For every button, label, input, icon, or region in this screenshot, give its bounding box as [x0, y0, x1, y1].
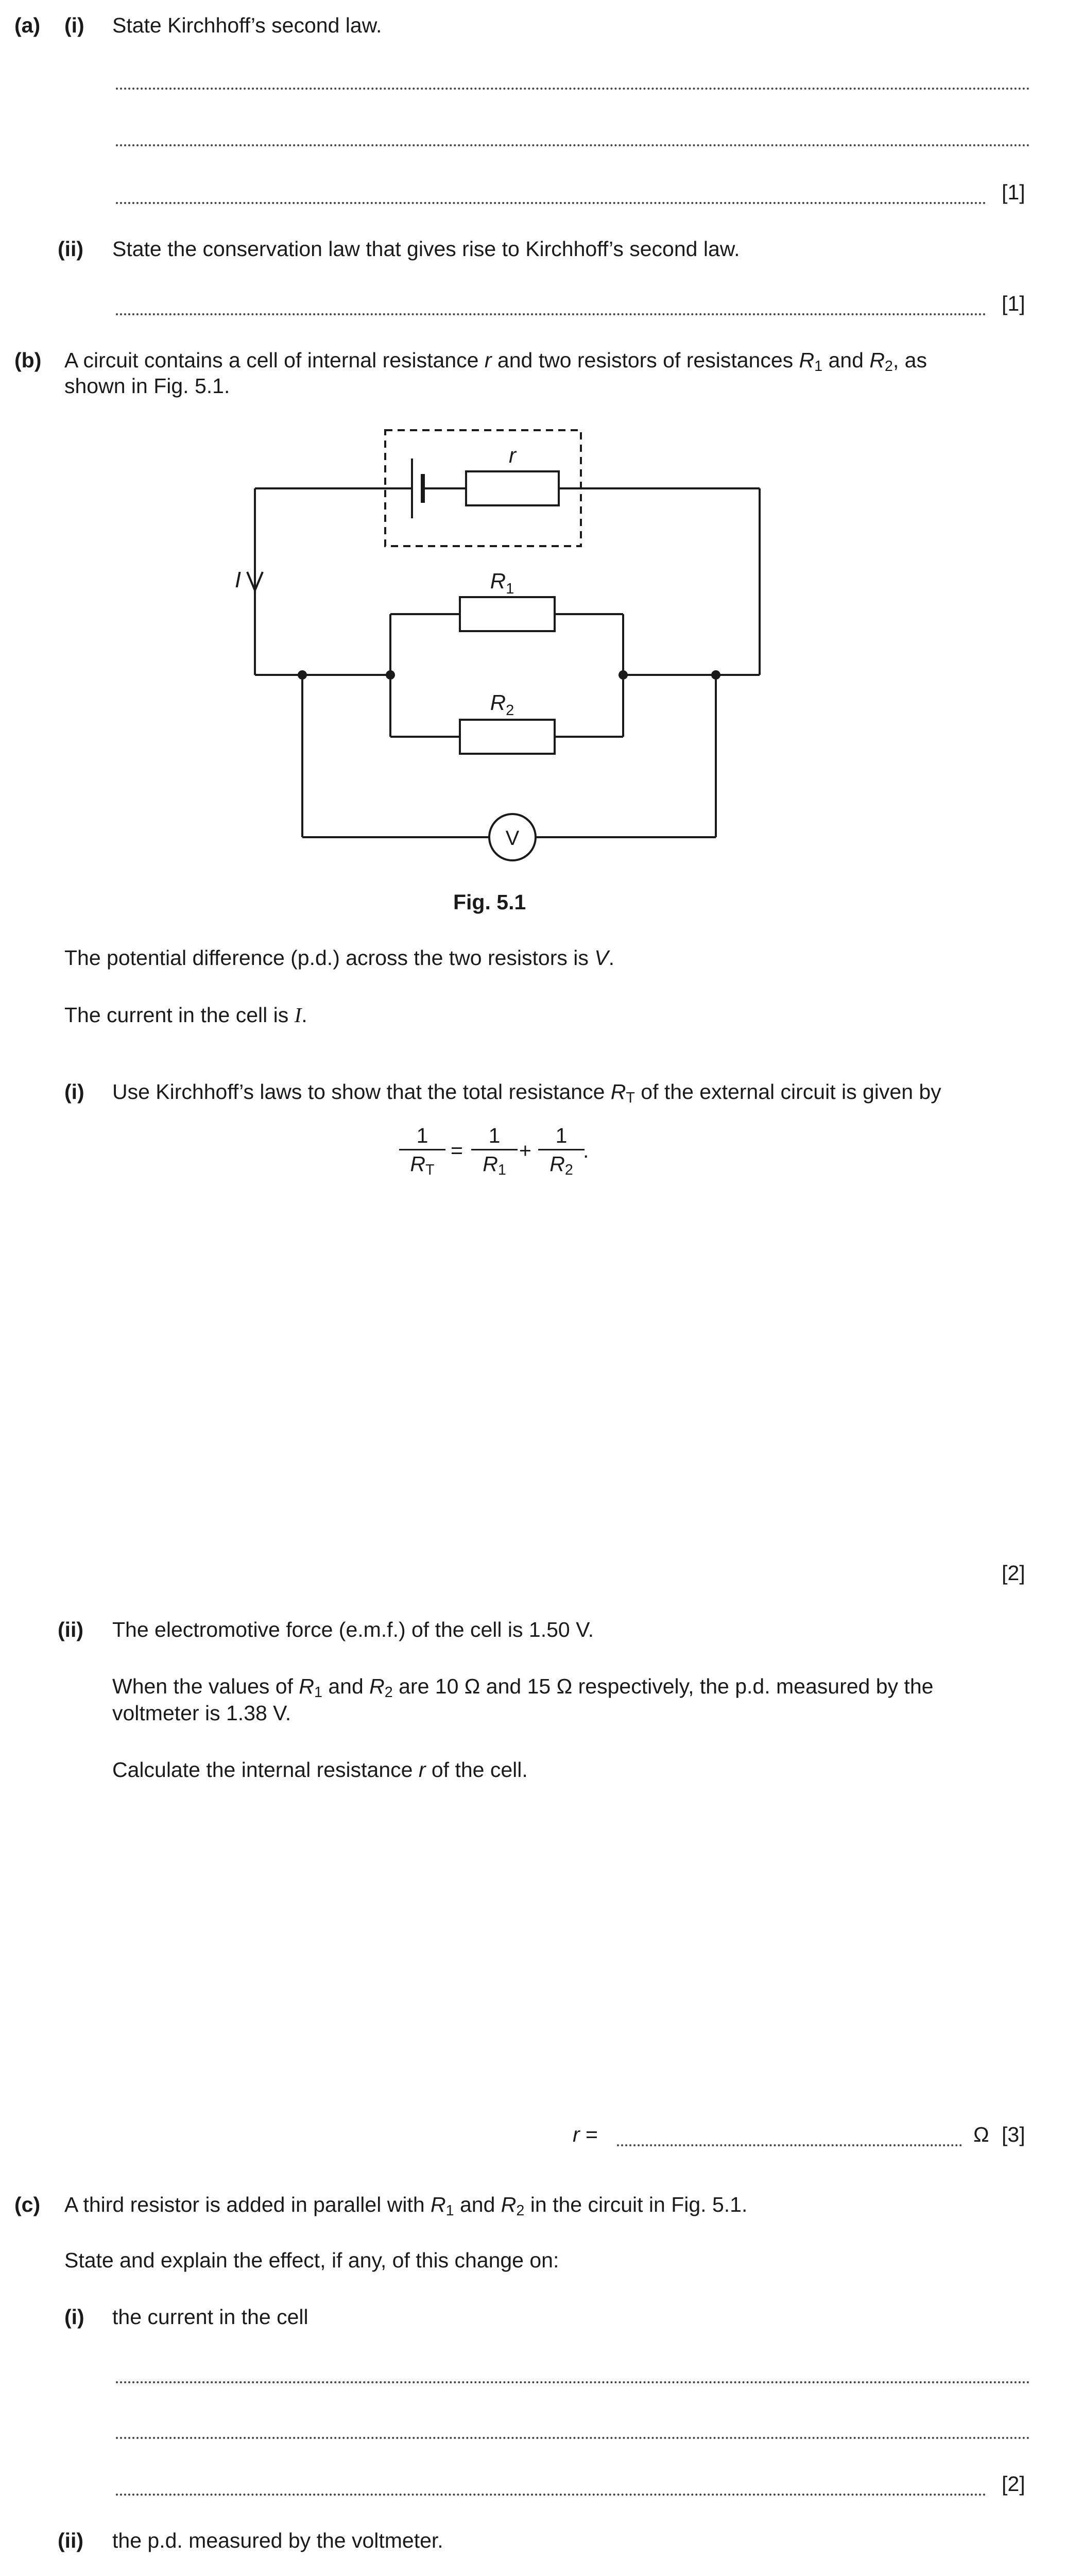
current-statement	[64, 1003, 307, 1027]
answer-line[interactable]	[116, 2381, 1030, 2383]
subscript: 2	[516, 2202, 525, 2219]
circuit-diagram	[0, 0, 1082, 927]
subscript: 1	[814, 358, 823, 375]
fraction-bar	[399, 1149, 445, 1150]
part-b-i-label: (i)	[64, 1080, 84, 1104]
plus-sign: +	[519, 1139, 531, 1162]
answer-line[interactable]	[116, 2494, 986, 2496]
numerator: 1	[416, 1124, 428, 1147]
text: R	[490, 690, 506, 715]
part-a-ii-label: (ii)	[58, 237, 84, 261]
fraction-1-over-R1	[471, 1123, 518, 1179]
denominator	[399, 1151, 445, 1179]
var-R: R	[483, 1152, 498, 1176]
part-b-label: (b)	[14, 348, 42, 372]
subscript: 1	[506, 581, 514, 597]
text: Calculate the internal resistance	[112, 1758, 419, 1782]
label-voltmeter-V: V	[505, 827, 520, 850]
part-c-i-question: the current in the cell	[112, 2305, 308, 2329]
fraction-1-over-R2	[538, 1123, 585, 1179]
part-b-ii-calculate	[112, 1758, 528, 1782]
marks-badge: [1]	[1002, 180, 1025, 204]
var-I: I	[294, 1003, 302, 1027]
text: and	[454, 2193, 501, 2216]
junction-dot	[298, 670, 307, 680]
text: The potential difference (p.d.) across the two resistors is	[64, 946, 595, 970]
fraction-bar	[538, 1149, 585, 1150]
part-a-label: (a)	[14, 13, 41, 37]
text: and	[322, 1674, 370, 1698]
numerator: 1	[488, 1124, 501, 1147]
part-b-ii-values	[112, 1674, 933, 1699]
subscript: 1	[497, 1162, 506, 1179]
fraction-bar	[471, 1149, 518, 1150]
fraction-1-over-RT	[399, 1123, 445, 1179]
var-V: V	[594, 946, 609, 970]
denominator	[471, 1151, 518, 1179]
var-R: R	[369, 1674, 385, 1698]
subscript: 1	[314, 1684, 322, 1701]
text: and	[822, 348, 870, 372]
part-b-intro-line-2: shown in Fig. 5.1.	[64, 374, 230, 398]
part-b-ii-voltmeter: voltmeter is 1.38 V.	[112, 1701, 291, 1725]
marks-badge: [1]	[1002, 292, 1025, 315]
answer-line[interactable]	[116, 2437, 1030, 2439]
subscript: T	[626, 1090, 635, 1107]
var-R: R	[501, 2193, 517, 2216]
text: A third resistor is added in parallel with	[64, 2193, 431, 2216]
text: Use Kirchhoff’s laws to show that the total resistance	[112, 1080, 611, 1104]
var-r: r	[484, 348, 492, 372]
var-R: R	[410, 1152, 426, 1176]
marks-badge: [3]	[1002, 2123, 1025, 2146]
marks-badge: [2]	[1002, 1561, 1025, 1585]
text: .	[301, 1003, 307, 1027]
part-c-label: (c)	[14, 2193, 41, 2216]
subscript: 2	[506, 702, 514, 719]
part-a-i-label: (i)	[64, 13, 84, 37]
junction-dot	[619, 670, 628, 680]
var-r: r	[573, 2123, 580, 2146]
part-c-intro	[64, 2193, 747, 2217]
subscript: 1	[445, 2202, 454, 2219]
text: and two resistors of resistances	[491, 348, 799, 372]
part-a-i-question: State Kirchhoff’s second law.	[112, 13, 382, 37]
part-c-ii-question: the p.d. measured by the voltmeter.	[112, 2529, 443, 2552]
answer-r-input[interactable]	[617, 2144, 962, 2146]
unit-ohm: Ω	[973, 2123, 989, 2146]
text: A circuit contains a cell of internal resistance	[64, 348, 485, 372]
part-b-ii-label: (ii)	[58, 1618, 84, 1641]
var-R: R	[431, 2193, 446, 2216]
subscript: 2	[384, 1684, 393, 1701]
resistor-R1	[460, 597, 555, 631]
text: The current in the cell is	[64, 1003, 295, 1027]
text: =	[579, 2123, 598, 2146]
var-R: R	[869, 348, 885, 372]
figure-caption: Fig. 5.1	[453, 890, 526, 914]
part-b-ii-emf: The electromotive force (e.m.f.) of the cell is 1.50 V.	[112, 1618, 594, 1641]
label-R1	[490, 569, 514, 597]
part-a-ii-question: State the conservation law that gives rise to Kirchhoff’s second law.	[112, 237, 740, 261]
internal-resistor-r	[466, 471, 559, 505]
junction-dot	[711, 670, 720, 680]
text: , as	[892, 348, 927, 372]
var-R: R	[549, 1152, 565, 1176]
subscript: 2	[884, 358, 893, 375]
equation-period: .	[583, 1139, 589, 1162]
pd-statement	[64, 946, 614, 970]
text: R	[490, 569, 506, 593]
var-R: R	[610, 1080, 626, 1104]
subscript: T	[425, 1162, 435, 1179]
resistor-R2	[460, 720, 555, 754]
part-c-i-label: (i)	[64, 2305, 84, 2329]
subscript: 2	[564, 1162, 573, 1179]
denominator	[538, 1151, 585, 1179]
text: of the cell.	[425, 1758, 528, 1782]
numerator: 1	[555, 1124, 568, 1147]
var-R: R	[299, 1674, 314, 1698]
text: .	[608, 946, 615, 970]
var-r: r	[418, 1758, 426, 1782]
marks-badge: [2]	[1002, 2472, 1025, 2496]
part-c-ii-label: (ii)	[58, 2529, 84, 2552]
var-R: R	[799, 348, 815, 372]
text: are 10 Ω and 15 Ω respectively, the p.d. measured by the	[392, 1674, 934, 1698]
text: of the external circuit is given by	[634, 1080, 941, 1104]
label-R2	[490, 690, 514, 719]
part-b-i-question	[112, 1080, 941, 1107]
equals-sign: =	[451, 1139, 463, 1162]
text: in the circuit in Fig. 5.1.	[524, 2193, 748, 2216]
label-current-I: I	[234, 567, 242, 592]
part-c-instruction: State and explain the effect, if any, of this change on:	[64, 2248, 559, 2272]
label-r: r	[509, 443, 516, 467]
junction-dot	[386, 670, 395, 680]
answer-r-label	[573, 2123, 598, 2147]
text: When the values of	[112, 1674, 299, 1698]
